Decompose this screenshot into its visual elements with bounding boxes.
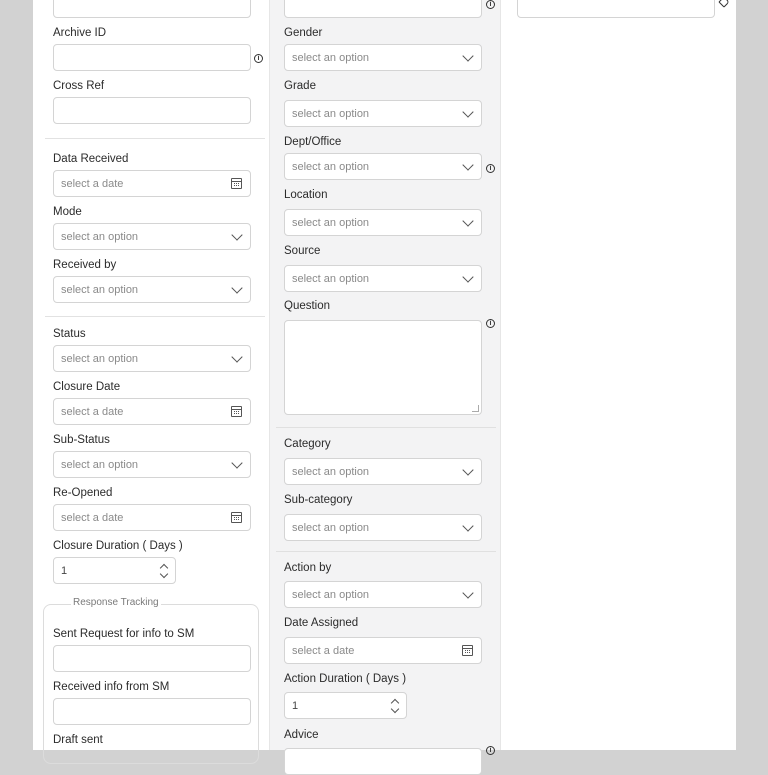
sent-request-input[interactable] [53,645,251,672]
sent-request-label: Sent Request for info to SM [53,628,195,640]
chevron-down-icon [231,457,242,468]
closure-date-label: Closure Date [53,381,121,393]
sub-category-select[interactable] [284,514,482,541]
resize-handle-icon[interactable] [472,405,479,412]
info-icon[interactable]: i [486,319,495,328]
top-field-middle[interactable] [284,0,482,18]
chevron-down-icon [231,351,242,362]
date-assigned-datepicker[interactable] [284,637,482,664]
received-by-select[interactable] [53,276,251,303]
number-stepper[interactable] [390,697,400,715]
calendar-icon[interactable] [231,178,242,189]
closure-duration-value: 1 [61,565,68,577]
source-label: Source [284,245,321,257]
dept-office-placeholder: select an option [292,161,370,173]
archive-id-label: Archive ID [53,27,107,39]
data-received-datepicker[interactable] [53,170,251,197]
received-by-placeholder: select an option [61,284,139,296]
date-assigned-label: Date Assigned [284,617,359,629]
action-by-placeholder: select an option [292,589,370,601]
gender-label: Gender [284,27,323,39]
advice-input[interactable] [284,748,482,775]
grade-placeholder: select an option [292,108,370,120]
chevron-down-icon [462,215,473,226]
action-by-select[interactable] [284,581,482,608]
closure-date-datepicker[interactable] [53,398,251,425]
advice-label: Advice [284,729,319,741]
info-icon[interactable]: i [486,746,495,755]
gender-placeholder: select an option [292,52,370,64]
status-select[interactable] [53,345,251,372]
grade-select[interactable] [284,100,482,127]
cross-ref-label: Cross Ref [53,80,105,92]
action-by-label: Action by [284,562,332,574]
chevron-down-icon [462,50,473,61]
stepper-down-icon[interactable] [160,570,168,578]
gender-select[interactable] [284,44,482,71]
section-divider [45,138,265,139]
source-placeholder: select an option [292,273,370,285]
draft-sent-label: Draft sent [53,734,103,746]
chevron-down-icon [462,271,473,282]
mode-select[interactable] [53,223,251,250]
category-select[interactable] [284,458,482,485]
info-icon[interactable]: i [486,0,495,9]
status-label: Status [53,328,86,340]
right-column [500,0,736,750]
sub-category-label: Sub-category [284,494,353,506]
number-stepper[interactable] [159,562,169,580]
middle-column [269,0,501,754]
grade-label: Grade [284,80,316,92]
stepper-down-icon[interactable] [391,705,399,713]
received-info-input[interactable] [53,698,251,725]
source-select[interactable] [284,265,482,292]
re-opened-label: Re-Opened [53,487,113,499]
cross-ref-input[interactable] [53,97,251,124]
location-placeholder: select an option [292,217,370,229]
chevron-down-icon [462,159,473,170]
status-placeholder: select an option [61,353,139,365]
info-icon[interactable]: i [254,54,263,63]
sub-category-placeholder: select an option [292,522,370,534]
calendar-icon[interactable] [231,512,242,523]
top-field-left[interactable] [53,0,251,18]
chevron-down-icon [462,464,473,475]
chevron-down-icon [462,587,473,598]
archive-id-input[interactable] [53,44,251,71]
sub-status-select[interactable] [53,451,251,478]
category-label: Category [284,438,331,450]
re-opened-placeholder: select a date [61,512,124,524]
closure-duration-number-input[interactable] [53,557,176,584]
sub-status-label: Sub-Status [53,434,110,446]
action-duration-number-input[interactable] [284,692,407,719]
action-duration-value: 1 [292,700,299,712]
category-placeholder: select an option [292,466,370,478]
closure-date-placeholder: select a date [61,406,124,418]
calendar-icon[interactable] [462,645,473,656]
question-label: Question [284,300,331,312]
left-column [33,0,267,750]
date-assigned-placeholder: select a date [292,645,355,657]
form-page [33,0,736,754]
received-by-label: Received by [53,259,117,271]
closure-duration-label: Closure Duration ( Days ) [53,540,183,552]
section-divider [45,316,265,317]
section-divider [276,551,496,552]
location-label: Location [284,189,328,201]
calendar-icon[interactable] [231,406,242,417]
chevron-down-icon [462,106,473,117]
response-tracking-legend: Response Tracking [73,597,159,608]
action-duration-label: Action Duration ( Days ) [284,673,407,685]
re-opened-datepicker[interactable] [53,504,251,531]
question-textarea[interactable] [284,320,482,415]
section-divider [276,427,496,428]
location-select[interactable] [284,209,482,236]
dept-office-select[interactable] [284,153,482,180]
sub-status-placeholder: select an option [61,459,139,471]
chevron-down-icon [231,229,242,240]
top-field-right[interactable] [517,0,715,18]
chevron-down-icon [462,520,473,531]
data-received-placeholder: select a date [61,178,124,190]
info-icon[interactable]: i [486,164,495,173]
mode-label: Mode [53,206,82,218]
data-received-label: Data Received [53,153,129,165]
dept-office-label: Dept/Office [284,136,342,148]
received-info-label: Received info from SM [53,681,170,693]
chevron-down-icon [231,282,242,293]
mode-placeholder: select an option [61,231,139,243]
